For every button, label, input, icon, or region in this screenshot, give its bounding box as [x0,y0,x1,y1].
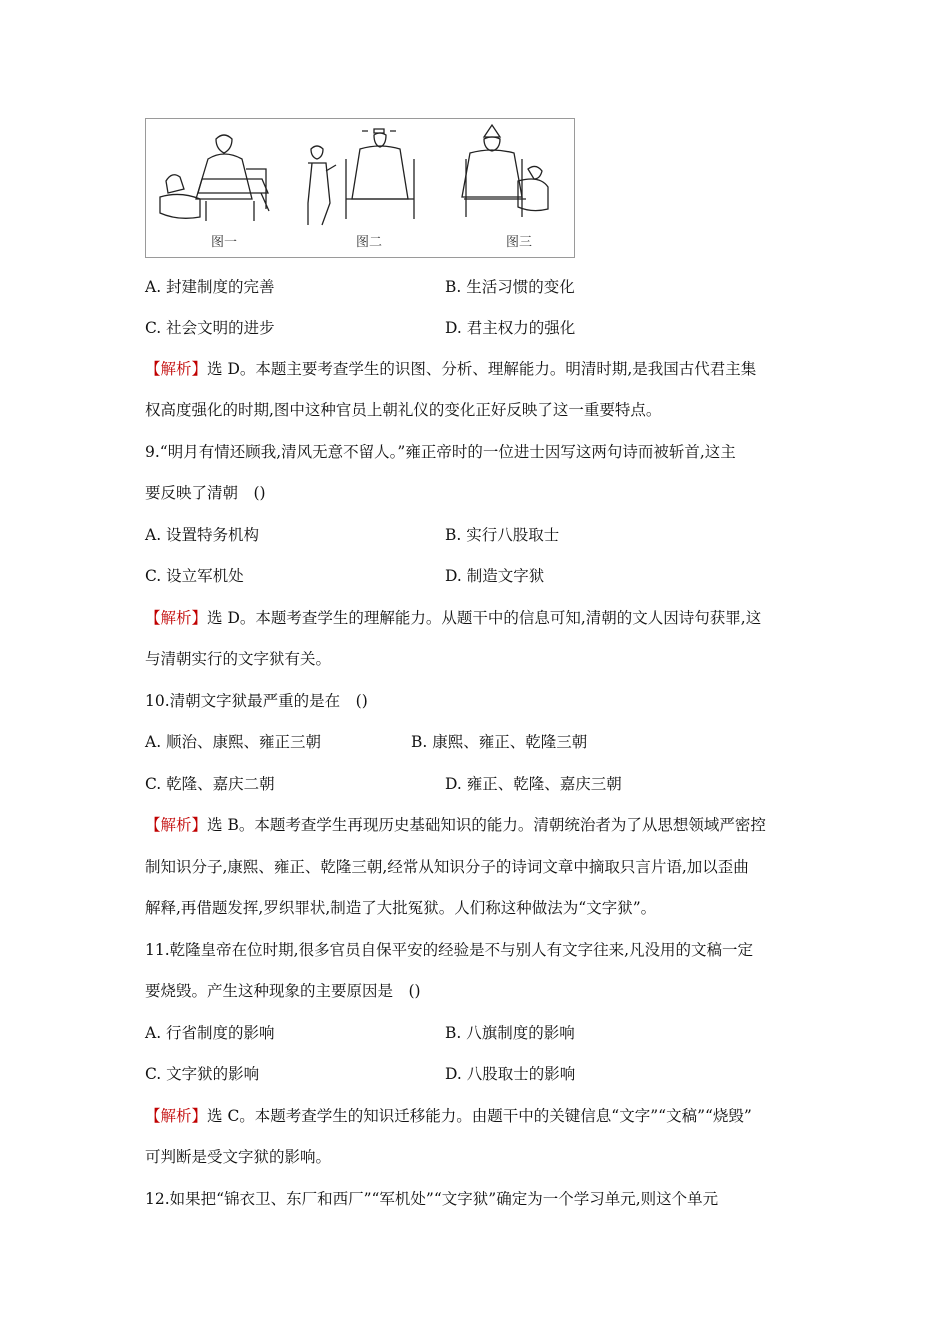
q8-analysis-text-1: 选 D。本题主要考查学生的识图、分析、理解能力。明清时期,是我国古代君主集 [207,360,757,378]
q11-option-b: B. 八旗制度的影响 [445,1024,575,1042]
q10-analysis-line-1 [145,814,766,836]
q8-analysis-line-2: 权高度强化的时期,图中这种官员上朝礼仪的变化正好反映了这一重要特点。 [145,401,662,419]
analysis-tag: 【解析】 [145,609,208,627]
q8-option-b: B. 生活习惯的变化 [445,278,575,296]
q10-option-d: D. 雍正、乾隆、嘉庆三朝 [445,775,622,793]
q8-option-c: C. 社会文明的进步 [145,319,275,337]
q11-analysis-line-1 [145,1105,752,1127]
q10-analysis-line-2: 制知识分子,康熙、雍正、乾隆三朝,经常从知识分子的诗词文章中摘取只言片语,加以歪曲 [145,858,749,876]
q9-stem-line-1: 9.“明月有情还顾我,清风无意不留人。”雍正帝时的一位进士因写这两句诗而被斩首,这主 [145,443,736,461]
q9-analysis-text-1: 选 D。本题考查学生的理解能力。从题干中的信息可知,清朝的文人因诗句获罪,这 [207,609,762,627]
q9-option-c: C. 设立军机处 [145,567,244,585]
figure-caption-3: 图三 [506,235,533,250]
q11-stem-line-2: 要烧毁。产生这种现象的主要原因是 () [145,982,421,1000]
q8-option-d: D. 君主权力的强化 [445,319,576,337]
q10-option-c: C. 乾隆、嘉庆二朝 [145,775,275,793]
q9-stem-line-2: 要反映了清朝 () [145,484,266,502]
q9-option-a: A. 设置特务机构 [145,526,260,544]
analysis-tag: 【解析】 [145,816,208,834]
q11-option-a: A. 行省制度的影响 [145,1024,275,1042]
analysis-tag: 【解析】 [145,360,208,378]
q9-analysis-line-1 [145,607,761,629]
q10-option-b: B. 康熙、雍正、乾隆三朝 [411,733,588,751]
figure-caption-1: 图一 [211,235,238,250]
q11-stem-line-1: 11.乾隆皇帝在位时期,很多官员自保平安的经验是不与别人有文字往来,凡没用的文稿一定 [145,941,754,959]
q9-option-b: B. 实行八股取士 [445,526,560,544]
q11-option-c: C. 文字狱的影响 [145,1065,260,1083]
q10-analysis-line-3: 解释,再借题发挥,罗织罪状,制造了大批冤狱。人们称这种做法为“文字狱”。 [145,899,657,917]
q11-analysis-line-2: 可判断是受文字狱的影响。 [145,1148,332,1166]
q10-analysis-text-1: 选 B。本题考查学生再现历史基础知识的能力。清朝统治者为了从思想领域严密控 [207,816,766,834]
analysis-tag: 【解析】 [145,1107,208,1125]
q8-option-a: A. 封建制度的完善 [145,278,275,296]
q10-option-a: A. 顺治、康熙、雍正三朝 [145,733,322,751]
q11-analysis-text-1: 选 C。本题考查学生的知识迁移能力。由题干中的关键信息“文字”“文稿”“烧毁” [207,1107,752,1125]
court-etiquette-figure [145,118,575,258]
figure-caption-2: 图二 [356,235,383,250]
q12-stem-line-1: 12.如果把“锦衣卫、东厂和西厂”“军机处”“文字狱”确定为一个学习单元,则这个单元 [145,1190,719,1208]
q9-option-d: D. 制造文字狱 [445,567,545,585]
q11-option-d: D. 八股取士的影响 [445,1065,576,1083]
q10-stem-line-1: 10.清朝文字狱最严重的是在 () [145,692,368,710]
q8-analysis-line-1 [145,358,756,380]
q9-analysis-line-2: 与清朝实行的文字狱有关。 [145,650,332,668]
